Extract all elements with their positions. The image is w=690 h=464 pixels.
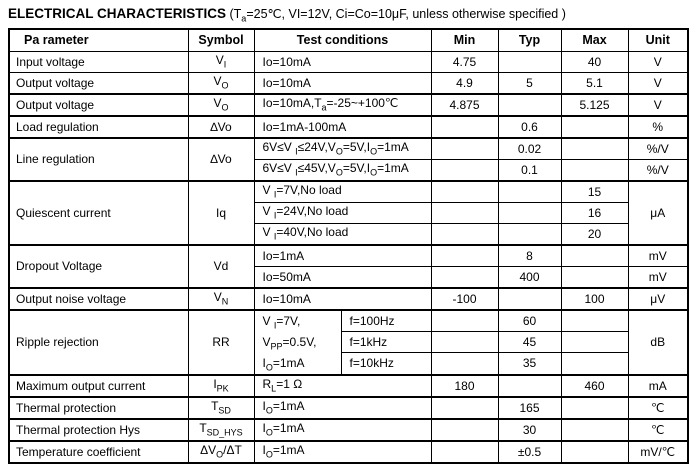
max-cell: 15 xyxy=(561,181,628,203)
frequency-cell: f=1kHz xyxy=(341,331,431,352)
unit-cell: mV/℃ xyxy=(628,441,688,463)
max-cell xyxy=(561,245,628,267)
row-temperature-coefficient xyxy=(9,441,688,463)
section-title-bar xyxy=(0,0,690,24)
max-cell: 20 xyxy=(561,223,628,245)
unit-cell: mV xyxy=(628,245,688,267)
unit-cell: % xyxy=(628,116,688,138)
unit-cell: mA xyxy=(628,375,688,397)
header-parameter: Pa rameter xyxy=(9,29,188,52)
header-max: Max xyxy=(561,29,628,52)
min-cell xyxy=(431,245,498,267)
max-cell xyxy=(561,138,628,160)
min-cell: 4.875 xyxy=(431,94,498,116)
header-test-conditions: Test conditions xyxy=(254,29,431,52)
condition-cell: Io=1mA-100mA xyxy=(254,116,431,138)
typ-cell xyxy=(498,202,561,223)
max-cell xyxy=(561,441,628,463)
typ-cell: 45 xyxy=(498,331,561,352)
condition-cell xyxy=(254,310,341,375)
typ-cell xyxy=(498,223,561,245)
condition-cell: $I_O=1mA$ xyxy=(254,419,431,441)
condition-cell: V $_I$=7V,No load xyxy=(254,181,431,203)
typ-cell: 0.1 xyxy=(498,159,561,181)
symbol-cell: $T_{SD\_HYS}$ xyxy=(188,419,254,441)
symbol-cell: ∆Vo xyxy=(188,138,254,181)
param-cell: Input voltage xyxy=(9,51,188,72)
min-cell xyxy=(431,331,498,352)
param-cell: Thermal protection xyxy=(9,397,188,419)
row-ripple-rejection-1 xyxy=(9,310,688,332)
symbol-cell: $V_O$ xyxy=(188,94,254,116)
max-cell xyxy=(561,353,628,375)
condition-line: V $_I$=7V, xyxy=(262,313,301,330)
condition-cell: Io=10mA xyxy=(254,51,431,72)
header-symbol: Symbol xyxy=(188,29,254,52)
min-cell xyxy=(431,138,498,160)
condition-line: $V_{PP}=0.5V$, xyxy=(262,334,317,351)
condition-cell: Io=10mA xyxy=(254,288,431,310)
section-title: ELECTRICAL CHARACTERISTICS xyxy=(8,6,227,21)
section-title-conditions: ($T_a=25℃$, VI=12V, Ci=Co=10μF, unless otherwise specified ) xyxy=(226,7,566,24)
typ-cell xyxy=(498,288,561,310)
typ-cell: 165 xyxy=(498,397,561,419)
max-cell: 40 xyxy=(561,51,628,72)
row-thermal-protection xyxy=(9,397,688,419)
row-line-regulation-1 xyxy=(9,138,688,160)
symbol-cell: $V_I$ xyxy=(188,51,254,72)
condition-cell: Io=50mA xyxy=(254,266,431,288)
param-cell: Thermal protection Hys xyxy=(9,419,188,441)
header-typ: Typ xyxy=(498,29,561,52)
param-cell: Output voltage xyxy=(9,94,188,116)
param-cell: Dropout Voltage xyxy=(9,245,188,288)
unit-cell: V xyxy=(628,72,688,94)
param-cell: Quiescent current xyxy=(9,181,188,245)
min-cell xyxy=(431,441,498,463)
min-cell xyxy=(431,397,498,419)
unit-cell: μV xyxy=(628,288,688,310)
min-cell xyxy=(431,310,498,332)
condition-cell: $I_O=1mA$ xyxy=(254,397,431,419)
typ-cell xyxy=(498,181,561,203)
typ-cell: 35 xyxy=(498,353,561,375)
param-cell: Maximum output current xyxy=(9,375,188,397)
max-cell: 16 xyxy=(561,202,628,223)
row-dropout-voltage-1 xyxy=(9,245,688,267)
frequency-cell: f=10kHz xyxy=(341,353,431,375)
frequency-cell: f=100Hz xyxy=(341,310,431,332)
symbol-cell: RR xyxy=(188,310,254,375)
param-cell: Output noise voltage xyxy=(9,288,188,310)
unit-cell: V xyxy=(628,94,688,116)
typ-cell: 8 xyxy=(498,245,561,267)
unit-cell: V xyxy=(628,51,688,72)
unit-cell: dB xyxy=(628,310,688,375)
min-cell: 4.75 xyxy=(431,51,498,72)
header-unit: Unit xyxy=(628,29,688,52)
row-input-voltage xyxy=(9,51,688,72)
typ-cell: 0.02 xyxy=(498,138,561,160)
row-maximum-output-current xyxy=(9,375,688,397)
max-cell: 5.125 xyxy=(561,94,628,116)
max-cell xyxy=(561,266,628,288)
param-cell: Line regulation xyxy=(9,138,188,181)
row-quiescent-current-1 xyxy=(9,181,688,203)
unit-cell: ℃ xyxy=(628,419,688,441)
max-cell: 460 xyxy=(561,375,628,397)
min-cell xyxy=(431,266,498,288)
unit-cell: mV xyxy=(628,266,688,288)
min-cell xyxy=(431,159,498,181)
header-min: Min xyxy=(431,29,498,52)
param-cell: Ripple rejection xyxy=(9,310,188,375)
condition-cell: Io=10mA xyxy=(254,72,431,94)
symbol-cell: $V_N$ xyxy=(188,288,254,310)
unit-cell: %/V xyxy=(628,159,688,181)
unit-cell: ℃ xyxy=(628,397,688,419)
condition-cell: V $_I$=40V,No load xyxy=(254,223,431,245)
min-cell xyxy=(431,223,498,245)
typ-cell xyxy=(498,94,561,116)
min-cell: 180 xyxy=(431,375,498,397)
min-cell xyxy=(431,181,498,203)
condition-cell: $R_L=1$ Ω xyxy=(254,375,431,397)
max-cell xyxy=(561,419,628,441)
row-thermal-protection-hys xyxy=(9,419,688,441)
typ-cell: ±0.5 xyxy=(498,441,561,463)
row-output-voltage-1 xyxy=(9,72,688,94)
min-cell xyxy=(431,116,498,138)
max-cell: 100 xyxy=(561,288,628,310)
electrical-characteristics-table xyxy=(8,28,689,464)
row-output-voltage-2 xyxy=(9,94,688,116)
typ-cell: 60 xyxy=(498,310,561,332)
symbol-cell: $V_O$ xyxy=(188,72,254,94)
symbol-cell: $T_{SD}$ xyxy=(188,397,254,419)
unit-cell: μA xyxy=(628,181,688,245)
typ-cell: 0.6 xyxy=(498,116,561,138)
min-cell: 4.9 xyxy=(431,72,498,94)
max-cell xyxy=(561,397,628,419)
symbol-cell: Iq xyxy=(188,181,254,245)
symbol-cell: Vd xyxy=(188,245,254,288)
typ-cell: 5 xyxy=(498,72,561,94)
param-cell: Output voltage xyxy=(9,72,188,94)
condition-cell: $Io=10mA,T_a=-25\sim+100℃$ xyxy=(254,94,431,116)
row-output-noise-voltage xyxy=(9,288,688,310)
max-cell xyxy=(561,331,628,352)
condition-cell: $I_O=1mA$ xyxy=(254,441,431,463)
min-cell xyxy=(431,419,498,441)
header-row xyxy=(9,29,688,52)
condition-cell: V $_I$=24V,No load xyxy=(254,202,431,223)
param-cell: Load regulation xyxy=(9,116,188,138)
min-cell: -100 xyxy=(431,288,498,310)
param-cell: Temperature coefficient xyxy=(9,441,188,463)
max-cell: 5.1 xyxy=(561,72,628,94)
max-cell xyxy=(561,116,628,138)
typ-cell: 30 xyxy=(498,419,561,441)
condition-cell: Io=1mA xyxy=(254,245,431,267)
min-cell xyxy=(431,353,498,375)
condition-cell: 6V≤V $_I\le 24V,V_O=5V,I_O=1mA$ xyxy=(254,138,431,160)
typ-cell xyxy=(498,375,561,397)
typ-cell xyxy=(498,51,561,72)
max-cell xyxy=(561,310,628,332)
max-cell xyxy=(561,159,628,181)
condition-line: $I_O=1mA$ xyxy=(262,355,305,372)
typ-cell: 400 xyxy=(498,266,561,288)
unit-cell: %/V xyxy=(628,138,688,160)
condition-cell: 6V≤V $_I\le 45V,V_O=5V,I_O=1mA$ xyxy=(254,159,431,181)
symbol-cell: $\Delta V_O/\Delta T$ xyxy=(188,441,254,463)
min-cell xyxy=(431,202,498,223)
symbol-cell: ∆Vo xyxy=(188,116,254,138)
symbol-cell: $I_{PK}$ xyxy=(188,375,254,397)
row-load-regulation xyxy=(9,116,688,138)
